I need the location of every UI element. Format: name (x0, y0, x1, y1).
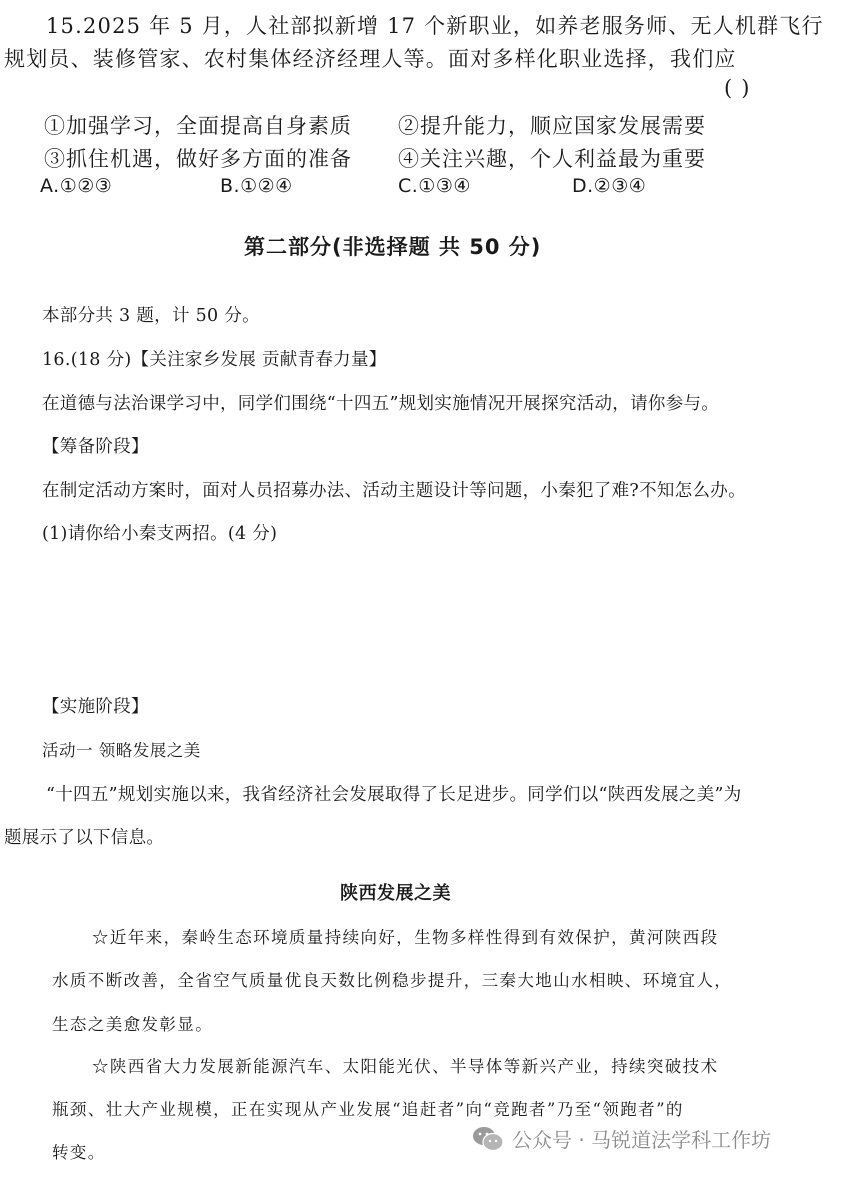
q16-stage-prep: 【筹备阶段】 (42, 437, 149, 457)
q16-stage-implement: 【实施阶段】 (42, 697, 149, 717)
q15-choice-a: A.①②③ (40, 175, 113, 197)
info-box-title: 陕西发展之美 (340, 883, 451, 904)
q16-stage-prep-text: 在制定活动方案时，面对人员招募办法、活动主题设计等问题，小秦犯了难?不知怎么办。 (42, 481, 746, 501)
info-box-p2-line-1: ☆陕西省大力发展新能源汽车、太阳能光伏、半导体等新兴产业，持续突破技术 (92, 1057, 719, 1076)
q16-activity-1-text-line-2: 题展示了以下信息。 (4, 828, 165, 848)
info-box-p1-line-2: 水质不断改善，全省空气质量优良天数比例稳步提升，三秦大地山水相映、环境宜人， (52, 971, 733, 990)
q15-statement-3: ③抓住机遇，做好多方面的准备 (44, 147, 352, 171)
q16-heading: 16.(18 分)【关注家乡发展 贡献青春力量】 (42, 350, 387, 370)
q15-stem-line-2: 规划员、装修管家、农村集体经济经理人等。面对多样化职业选择，我们应 (4, 47, 737, 71)
q15-choice-b: B.①②④ (220, 175, 293, 197)
part2-intro: 本部分共 3 题，计 50 分。 (42, 306, 260, 326)
info-box-p1-line-3: 生态之美愈发彰显。 (52, 1015, 214, 1034)
q16-activity-1: 活动一 领略发展之美 (42, 741, 201, 760)
q15-answer-bracket: ( ) (724, 76, 751, 100)
watermark (472, 1124, 771, 1153)
info-box-p2-line-3: 转变。 (52, 1143, 106, 1162)
q15-choice-c: C.①③④ (398, 175, 471, 197)
q15-stem-line-1: 15.2025 年 5 月，人社部拟新增 17 个新职业，如养老服务师、无人机群飞行 (46, 14, 824, 38)
wechat-icon (472, 1125, 504, 1153)
q15-statement-1: ①加强学习，全面提高自身素质 (44, 114, 352, 138)
info-box-p1-line-1: ☆近年来，秦岭生态环境质量持续向好，生物多样性得到有效保护，黄河陕西段 (92, 928, 719, 947)
info-box-p2-line-2: 瓶颈、壮大产业规模，正在实现从产业发展“追赶者”向“竞跑者”乃至“领跑者”的 (52, 1100, 684, 1119)
part2-title: 第二部分(非选择题 共 50 分) (244, 235, 542, 259)
q16-activity-1-text-line-1: “十四五”规划实施以来，我省经济社会发展取得了长足进步。同学们以“陕西发展之美”为 (46, 785, 742, 805)
q15-statement-4: ④关注兴趣，个人利益最为重要 (398, 147, 706, 171)
watermark-text: 公众号 · 马锐道法学科工作坊 (512, 1128, 772, 1152)
q15-statement-2: ②提升能力，顺应国家发展需要 (398, 114, 706, 138)
q16-context: 在道德与法治课学习中，同学们围绕“十四五”规划实施情况开展探究活动，请你参与。 (42, 394, 720, 414)
q15-choice-d: D.②③④ (572, 175, 647, 197)
q16-subquestion-1: (1)请你给小秦支两招。(4 分) (42, 524, 278, 544)
